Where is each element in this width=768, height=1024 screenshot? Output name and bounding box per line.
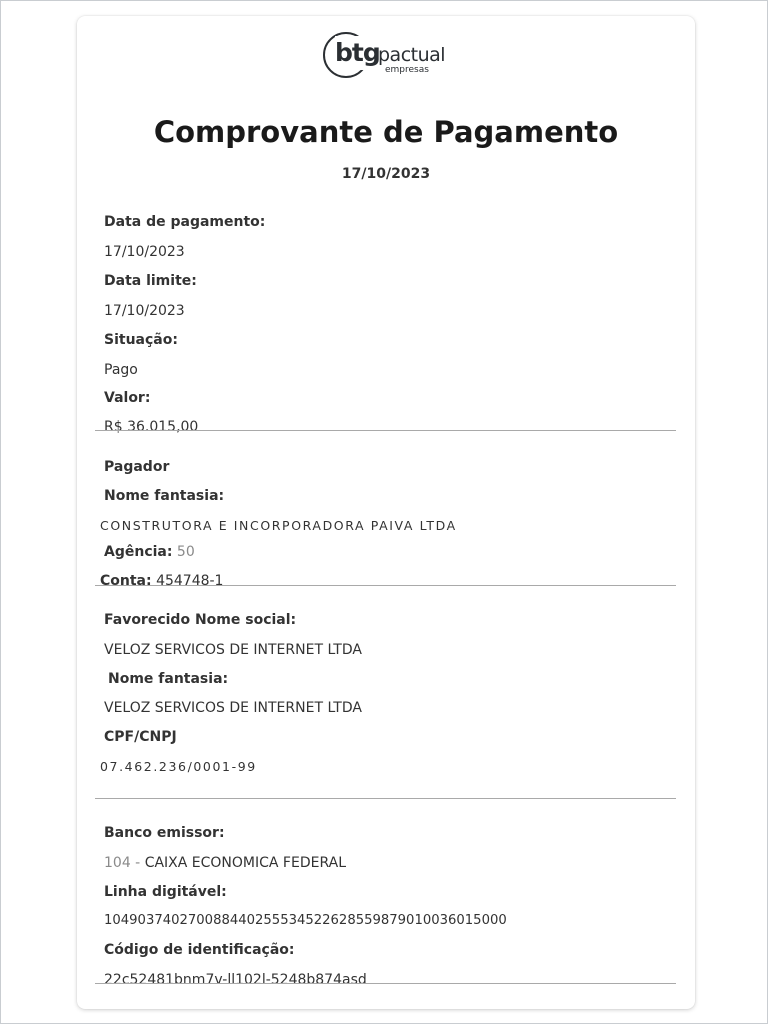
divider	[95, 983, 676, 984]
data-limite-label: Data limite:	[104, 273, 197, 289]
linha-digitavel-value	[104, 912, 507, 930]
page-title: Comprovante de Pagamento	[153, 115, 619, 149]
linha-digitavel-tail: 0	[498, 913, 507, 928]
conta-row	[100, 572, 223, 590]
banco-emissor-row	[104, 854, 346, 872]
favorecido-nome-social-label: Favorecido Nome social:	[104, 612, 297, 628]
cpf-cnpj-value: 07.462.236/0001-99	[100, 759, 257, 774]
codigo-identificacao-label: Código de identificação:	[104, 942, 295, 958]
btg-pactual-logo	[323, 32, 453, 82]
conta-label: Conta:	[100, 573, 152, 589]
logo-name: pactual	[378, 44, 446, 66]
banco-nome: CAIXA ECONOMICA FEDERAL	[144, 855, 346, 871]
cpf-cnpj-label: CPF/CNPJ	[104, 729, 177, 745]
agencia-value: 50	[176, 544, 195, 560]
valor-value: R$ 36.015,00	[104, 419, 199, 435]
banco-codigo: 104 -	[104, 855, 141, 871]
agencia-row	[104, 543, 195, 561]
pagador-nome-fantasia-label: Nome fantasia:	[104, 488, 225, 504]
data-pagamento-value: 17/10/2023	[104, 244, 185, 260]
pagador-nome-fantasia-value: CONSTRUTORA E INCORPORADORA PAIVA LTDA	[100, 518, 457, 533]
data-pagamento-label: Data de pagamento:	[104, 214, 266, 230]
favorecido-nome-fantasia-value: VELOZ SERVICOS DE INTERNET LTDA	[104, 700, 362, 716]
receipt-card	[77, 16, 695, 1009]
linha-digitavel-main: 10490374027008844025553452262855987901003601500	[104, 913, 499, 928]
linha-digitavel-label: Linha digitável:	[104, 884, 227, 900]
valor-label: Valor:	[104, 390, 151, 406]
agencia-label: Agência:	[104, 544, 173, 560]
divider	[95, 585, 676, 586]
codigo-identificacao-value: 22c52481bnm7v-ll102l-5248b874asd	[104, 972, 367, 988]
situacao-value: Pago	[104, 362, 138, 378]
favorecido-nome-fantasia-label: Nome fantasia:	[108, 671, 229, 687]
data-limite-value: 17/10/2023	[104, 303, 185, 319]
divider	[95, 798, 676, 799]
logo-brand: btg	[335, 36, 382, 70]
pagador-label: Pagador	[104, 459, 170, 475]
situacao-label: Situação:	[104, 332, 178, 348]
receipt-date: 17/10/2023	[341, 166, 431, 182]
logo-sub: empresas	[385, 65, 429, 75]
favorecido-nome-social-value: VELOZ SERVICOS DE INTERNET LTDA	[104, 642, 362, 658]
banco-emissor-label: Banco emissor:	[104, 825, 225, 841]
conta-value: 454748-1	[156, 573, 224, 589]
divider	[95, 430, 676, 431]
